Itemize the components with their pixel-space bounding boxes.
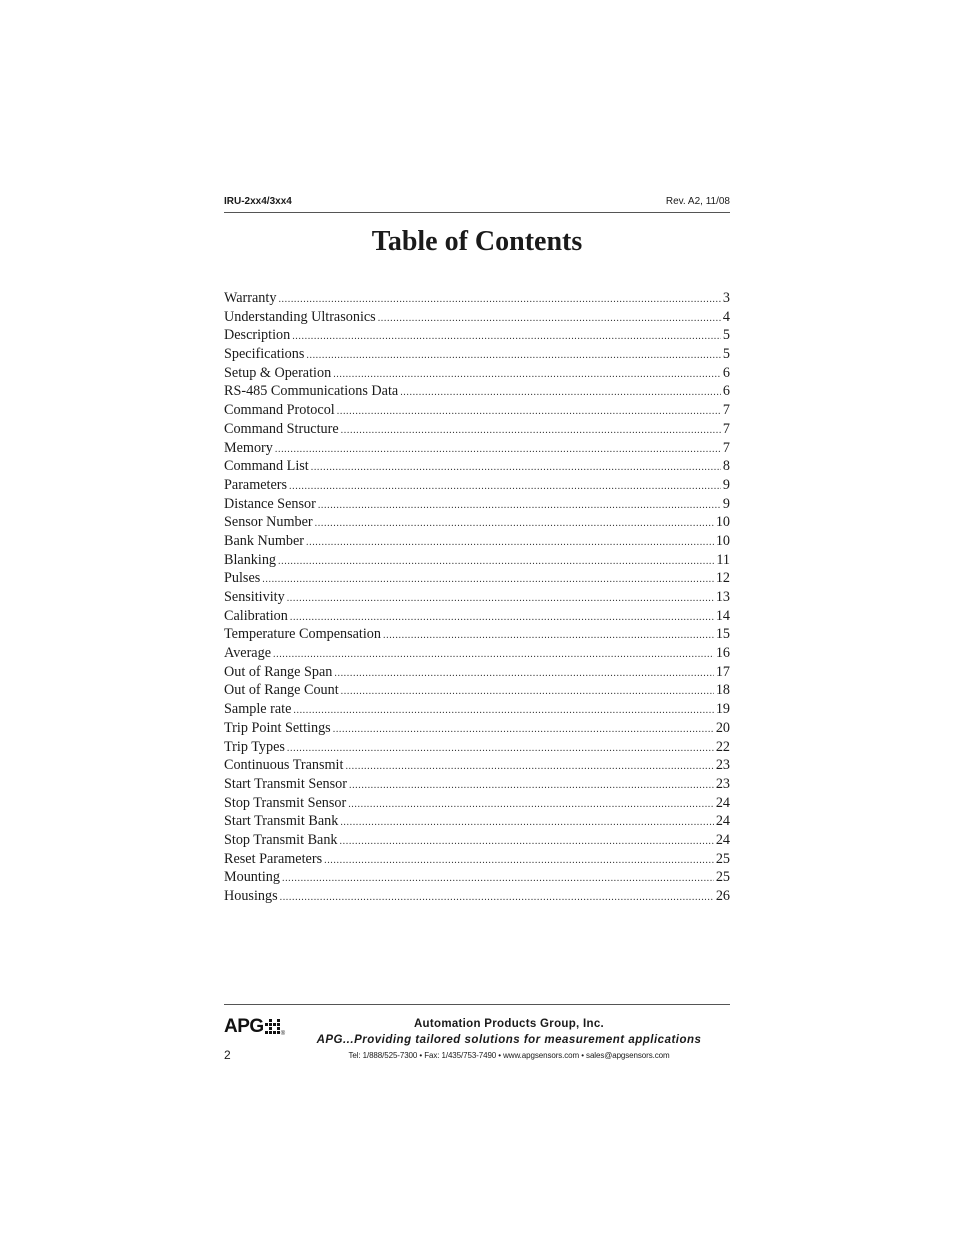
- toc-entry-page: 24: [715, 794, 730, 811]
- logo-grid-icon: [265, 1019, 280, 1034]
- toc-entry-page: 6: [722, 383, 730, 400]
- toc-entry-page: 5: [722, 346, 730, 363]
- toc-entry: [224, 476, 730, 495]
- toc-entry: [224, 532, 730, 551]
- toc-entry: [224, 382, 730, 401]
- toc-entry: [224, 569, 730, 588]
- toc-entry-page: 18: [715, 682, 730, 699]
- toc-entry-page: 20: [715, 719, 730, 736]
- logo-text: APG: [224, 1016, 264, 1037]
- toc-entry-page: 25: [715, 850, 730, 867]
- toc-entry-page: 7: [722, 420, 730, 437]
- toc-entry-label: Continuous Transmit: [224, 757, 344, 774]
- toc-entry: [224, 513, 730, 532]
- toc-dot-leader: [306, 534, 714, 551]
- toc-dot-leader: [293, 702, 713, 719]
- toc-entry-page: 15: [715, 626, 730, 643]
- toc-entry-label: Understanding Ultrasonics: [224, 308, 376, 325]
- toc-entry: [224, 625, 730, 644]
- toc-entry: [224, 887, 730, 906]
- footer-divider: [224, 1004, 730, 1005]
- toc-entry-label: Trip Types: [224, 738, 285, 755]
- toc-dot-leader: [318, 497, 721, 514]
- toc-entry-label: Command Protocol: [224, 402, 335, 419]
- revision-label: Rev. A2, 11/08: [665, 196, 730, 207]
- toc-entry: [224, 439, 730, 458]
- toc-entry-label: Mounting: [224, 869, 280, 886]
- toc-entry: [224, 588, 730, 607]
- toc-dot-leader: [278, 291, 720, 308]
- toc-entry: [224, 457, 730, 476]
- toc-entry-page: 3: [722, 290, 730, 306]
- toc-entry: [224, 607, 730, 626]
- toc-entry-page: 6: [722, 364, 730, 381]
- toc-entry-label: Parameters: [224, 476, 288, 493]
- toc-entry-page: 12: [715, 570, 730, 587]
- toc-entry-page: 16: [715, 645, 730, 662]
- toc-entry: [224, 700, 730, 719]
- toc-dot-leader: [383, 627, 714, 644]
- toc-entry-label: Specifications: [224, 346, 305, 363]
- toc-entry-page: 10: [715, 514, 730, 531]
- toc-entry-page: 11: [716, 551, 730, 568]
- toc-dot-leader: [282, 870, 714, 887]
- toc-entry-label: Memory: [224, 439, 273, 456]
- toc-entry-label: Temperature Compensation: [224, 626, 381, 643]
- toc-entry-label: Stop Transmit Bank: [224, 831, 338, 848]
- toc-entry: [224, 401, 730, 420]
- apg-logo: [224, 1016, 285, 1038]
- toc-entry-label: Stop Transmit Sensor: [224, 794, 347, 811]
- toc-dot-leader: [273, 646, 714, 663]
- contact-info: Tel: 1/888/525-7300 • Fax: 1/435/753-7490 • www.apgsensors.com • sales@apgsensors.com: [348, 1051, 670, 1060]
- toc-entry: [224, 663, 730, 682]
- toc-entry: [224, 738, 730, 757]
- toc-entry-page: 26: [715, 888, 730, 904]
- toc-entry-page: 7: [722, 439, 730, 456]
- toc-entry-label: Blanking: [224, 551, 277, 568]
- toc-entry-page: 4: [722, 308, 730, 325]
- toc-entry-page: 14: [715, 607, 730, 624]
- toc-entry: [224, 326, 730, 345]
- toc-entry-label: Housings: [224, 888, 278, 904]
- toc-entry-label: Description: [224, 327, 291, 344]
- toc-entry-page: 9: [722, 476, 730, 493]
- toc-entry-page: 5: [722, 327, 730, 344]
- toc-dot-leader: [262, 571, 714, 588]
- toc-entry-label: Sensor Number: [224, 514, 313, 531]
- company-tagline: APG...Providing tailored solutions for measurement applications: [316, 1034, 702, 1046]
- toc-entry-label: Trip Point Settings: [224, 719, 331, 736]
- toc-entry: [224, 831, 730, 850]
- toc-dot-leader: [349, 777, 714, 794]
- toc-entry: [224, 812, 730, 831]
- toc-entry-label: Reset Parameters: [224, 850, 323, 867]
- toc-entry-label: Warranty: [224, 290, 277, 306]
- toc-dot-leader: [341, 683, 714, 700]
- toc-dot-leader: [292, 328, 721, 345]
- toc-entry-page: 8: [722, 458, 730, 475]
- toc-entry-page: 13: [715, 589, 730, 605]
- header-divider: [224, 212, 730, 213]
- toc-entry-page: 10: [715, 532, 730, 549]
- toc-entry: [224, 794, 730, 813]
- toc-dot-leader: [340, 833, 714, 850]
- toc-entry-label: Calibration: [224, 607, 288, 624]
- company-name: Automation Products Group, Inc.: [413, 1018, 605, 1030]
- toc-dot-leader: [333, 721, 714, 738]
- toc-entry: [224, 644, 730, 663]
- toc-dot-leader: [334, 665, 713, 682]
- toc-dot-leader: [306, 347, 721, 364]
- document-id: IRU-2xx4/3xx4: [224, 196, 292, 207]
- page-number: 2: [224, 1048, 231, 1062]
- toc-entry: [224, 719, 730, 738]
- table-of-contents: [224, 289, 730, 906]
- toc-entry-label: Sensitivity: [224, 589, 285, 605]
- toc-entry-page: 22: [715, 738, 730, 755]
- toc-entry: [224, 289, 730, 308]
- toc-entry-page: 17: [715, 663, 730, 680]
- toc-dot-leader: [311, 459, 721, 476]
- toc-dot-leader: [289, 478, 721, 495]
- toc-entry-page: 24: [715, 813, 730, 830]
- toc-dot-leader: [400, 384, 721, 401]
- toc-entry: [224, 868, 730, 887]
- toc-entry-label: Bank Number: [224, 532, 304, 549]
- toc-entry-label: Sample rate: [224, 701, 292, 718]
- toc-entry-page: 7: [722, 402, 730, 419]
- toc-dot-leader: [340, 814, 714, 831]
- toc-entry: [224, 495, 730, 514]
- toc-dot-leader: [324, 852, 714, 869]
- toc-entry: [224, 756, 730, 775]
- toc-entry: [224, 775, 730, 794]
- toc-entry: [224, 681, 730, 700]
- toc-entry-page: 9: [722, 495, 730, 512]
- toc-dot-leader: [290, 609, 714, 626]
- toc-dot-leader: [315, 515, 714, 532]
- toc-entry: [224, 420, 730, 439]
- toc-entry: [224, 364, 730, 383]
- toc-entry-page: 23: [715, 757, 730, 774]
- toc-dot-leader: [280, 889, 714, 906]
- toc-entry-page: 19: [715, 701, 730, 718]
- toc-entry-label: Command List: [224, 458, 309, 475]
- toc-entry-label: Start Transmit Bank: [224, 813, 339, 830]
- toc-entry-page: 24: [715, 831, 730, 848]
- toc-dot-leader: [345, 758, 713, 775]
- toc-dot-leader: [378, 310, 721, 327]
- toc-entry-page: 23: [715, 775, 730, 792]
- toc-entry-label: Command Structure: [224, 420, 339, 437]
- toc-dot-leader: [287, 740, 714, 757]
- toc-entry-label: Out of Range Span: [224, 663, 333, 680]
- page-title: Table of Contents: [371, 226, 583, 257]
- toc-entry-page: 25: [715, 869, 730, 886]
- toc-dot-leader: [348, 796, 714, 813]
- toc-entry-label: RS-485 Communications Data: [224, 383, 399, 400]
- toc-dot-leader: [287, 590, 714, 607]
- toc-dot-leader: [341, 422, 721, 439]
- toc-entry-label: Setup & Operation: [224, 364, 332, 381]
- toc-dot-leader: [333, 366, 721, 383]
- toc-entry-label: Average: [224, 645, 271, 662]
- toc-entry-label: Out of Range Count: [224, 682, 339, 699]
- toc-entry-label: Start Transmit Sensor: [224, 775, 347, 792]
- toc-dot-leader: [278, 553, 714, 570]
- toc-dot-leader: [337, 403, 721, 420]
- toc-entry-label: Pulses: [224, 570, 261, 587]
- toc-entry: [224, 850, 730, 869]
- toc-entry: [224, 308, 730, 327]
- toc-dot-leader: [275, 441, 721, 458]
- registered-mark: ®: [280, 1031, 286, 1037]
- toc-entry: [224, 551, 730, 570]
- toc-entry: [224, 345, 730, 364]
- toc-entry-label: Distance Sensor: [224, 495, 316, 512]
